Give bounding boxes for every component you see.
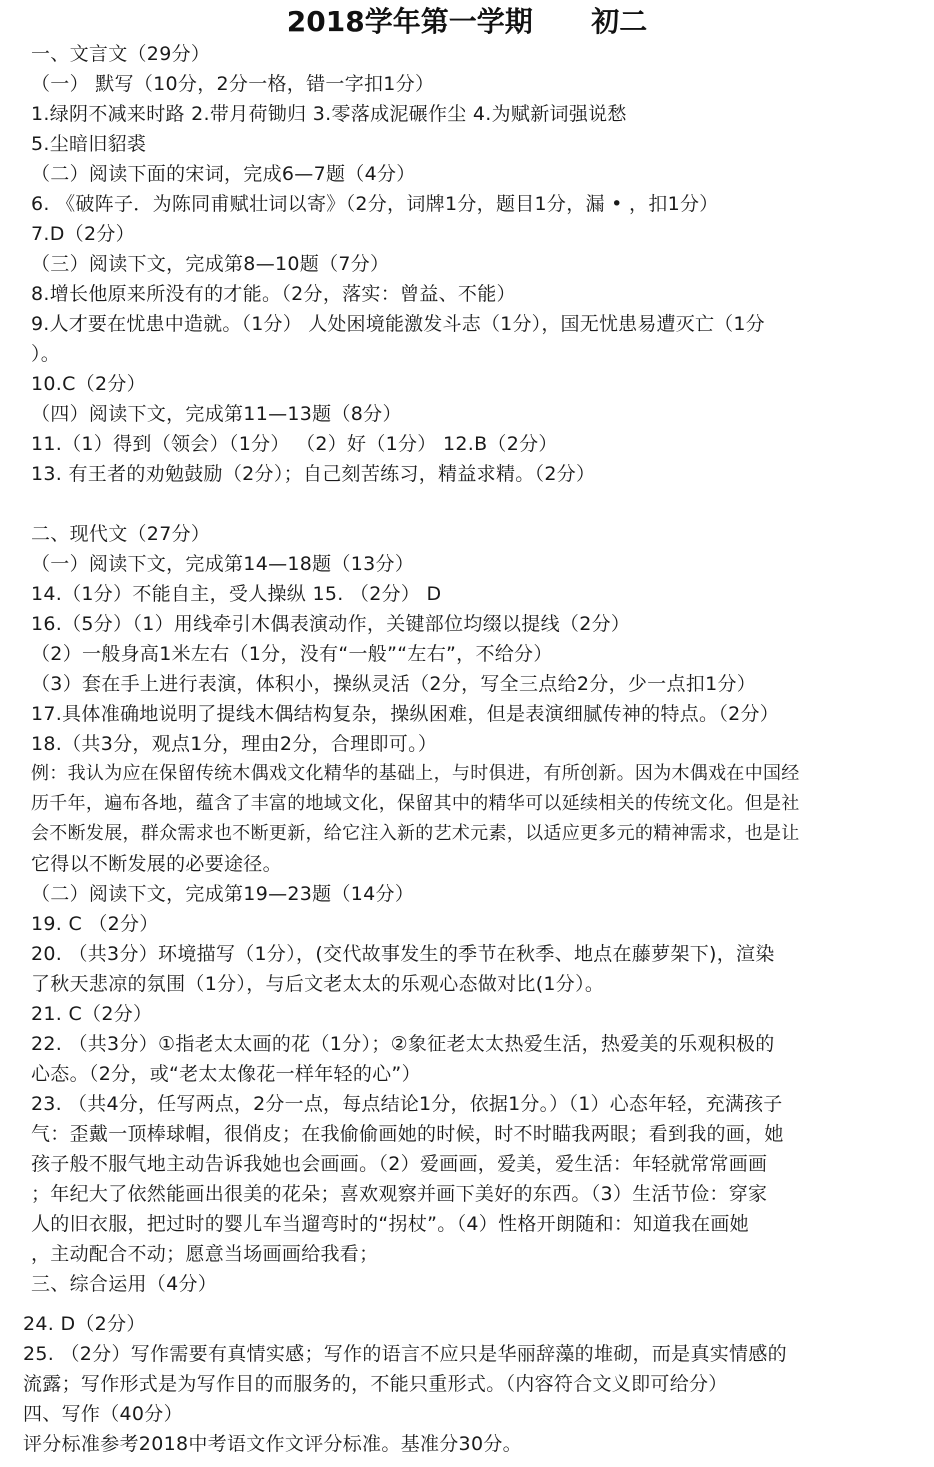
answer-line: ，主动配合不动；愿意当场画画给我看；	[31, 1243, 379, 1265]
answer-line: 19. C （2分）	[31, 913, 159, 935]
answer-line: 13. 有王者的劝勉鼓励（2分）；自己刻苦练习，精益求精。（2分）	[31, 463, 596, 485]
answer-line: 8.增长他原来所没有的才能。（2分，落实：曾益、不能）	[31, 283, 516, 305]
answer-line: 流露；写作形式是为写作目的而服务的，不能只重形式。（内容符合文义即可给分）	[23, 1373, 728, 1395]
section-heading: 四、写作（40分）	[23, 1403, 183, 1425]
answer-line: 9.人才要在忧患中造就。（1分） 人处困境能激发斗志（1分），国无忧患易遭灭亡（1分	[31, 313, 765, 335]
answer-line: 6. 《破阵子．为陈同甫赋壮词以寄》（2分，词牌1分，题目1分，漏 • ，扣1分）	[31, 193, 719, 215]
page-title: 2018学年第一学期 初二	[286, 5, 648, 38]
answer-line: 23. （共4分，任写两点，2分一点，每点结论1分，依据1分。）（1）心态年轻，充满孩子	[31, 1093, 783, 1115]
answer-line: 22. （共3分）①指老太太画的花（1分）；②象征老太太热爱生活，热爱美的乐观积极的	[31, 1033, 775, 1055]
answer-line: （3）套在手上进行表演，体积小，操纵灵活（2分，写全三点给2分，少一点扣1分）	[31, 673, 757, 695]
answer-line: （一）阅读下文，完成第14—18题（13分）	[31, 553, 415, 575]
answer-line: 1.绿阴不减来时路 2.带月荷锄归 3.零落成泥碾作尘 4.为赋新词强说愁	[31, 103, 627, 125]
answer-line: 17.具体准确地说明了提线木偶结构复杂，操纵困难，但是表演细腻传神的特点。（2分）	[31, 703, 780, 725]
answer-line: ）。	[31, 343, 61, 365]
answer-line: 11.（1）得到（领会）（1分） （2）好（1分） 12.B（2分）	[31, 433, 558, 455]
section-heading: 一、文言文（29分）	[31, 43, 211, 65]
answer-line: 它得以不断发展的必要途径。	[31, 853, 282, 875]
answer-line: （一） 默写（10分，2分一格，错一字扣1分）	[31, 73, 435, 95]
answer-line: 评分标准参考2018中考语文作文评分标准。基准分30分。	[23, 1433, 522, 1455]
answer-line: 历千年，遍布各地，蕴含了丰富的地域文化，保留其中的精华可以延续相关的传统文化。但是社	[31, 793, 800, 814]
answer-line: （四）阅读下文，完成第11—13题（8分）	[31, 403, 402, 425]
answer-line: （二）阅读下文，完成第19—23题（14分）	[31, 883, 415, 905]
answer-line: 14.（1分）不能自主，受人操纵 15. （2分） D	[31, 583, 442, 605]
answer-line: 18.（共3分，观点1分，理由2分，合理即可。）	[31, 733, 438, 755]
answer-line: （三）阅读下文，完成第8—10题（7分）	[31, 253, 390, 275]
answer-line: 心态。（2分，或“老太太像花一样年轻的心”）	[31, 1063, 421, 1085]
answer-line: 了秋天悲凉的氛围（1分），与后文老太太的乐观心态做对比(1分）。	[31, 973, 605, 995]
answer-line: （2）一般身高1米左右（1分，没有“一般”“左右”，不给分）	[31, 643, 553, 665]
answer-line: 7.D（2分）	[31, 223, 135, 245]
section-heading: 三、综合运用（4分）	[31, 1273, 218, 1295]
answer-line: （二）阅读下面的宋词，完成6—7题（4分）	[31, 163, 416, 185]
answer-line: 孩子般不服气地主动告诉我她也会画画。（2）爱画画，爱美，爱生活：年轻就常常画画	[31, 1153, 768, 1175]
answer-line: ；年纪大了依然能画出很美的花朵；喜欢观察并画下美好的东西。（3）生活节俭：穿家	[31, 1183, 768, 1205]
answer-line: 16.（5分）（1）用线牵引木偶表演动作，关键部位均缀以提线（2分）	[31, 613, 631, 635]
answer-line: 人的旧衣服，把过时的婴儿车当遛弯时的“拐杖”。（4）性格开朗随和：知道我在画她	[31, 1213, 749, 1235]
answer-line: 5.尘暗旧貂裘	[31, 133, 147, 155]
answer-line: 例：我认为应在保留传统木偶戏文化精华的基础上，与时俱进，有所创新。因为木偶戏在中国经	[31, 763, 800, 784]
answer-line: 21. C（2分）	[31, 1003, 153, 1025]
answer-line: 会不断发展，群众需求也不断更新，给它注入新的艺术元素，以适应更多元的精神需求，也是让	[31, 823, 800, 844]
answer-line: 20. （共3分）环境描写（1分），(交代故事发生的季节在秋季、地点在藤萝架下)，渲染	[31, 943, 775, 965]
answer-line: 25. （2分）写作需要有真情实感；写作的语言不应只是华丽辞藻的堆砌，而是真实情感的	[23, 1343, 787, 1365]
answer-line: 24. D（2分）	[23, 1313, 146, 1335]
section-heading: 二、现代文（27分）	[31, 523, 211, 545]
answer-line: 气：歪戴一顶棒球帽，很俏皮；在我偷偷画她的时候，时不时瞄我两眼；看到我的画，她	[31, 1123, 784, 1145]
answer-line: 10.C（2分）	[31, 373, 146, 395]
